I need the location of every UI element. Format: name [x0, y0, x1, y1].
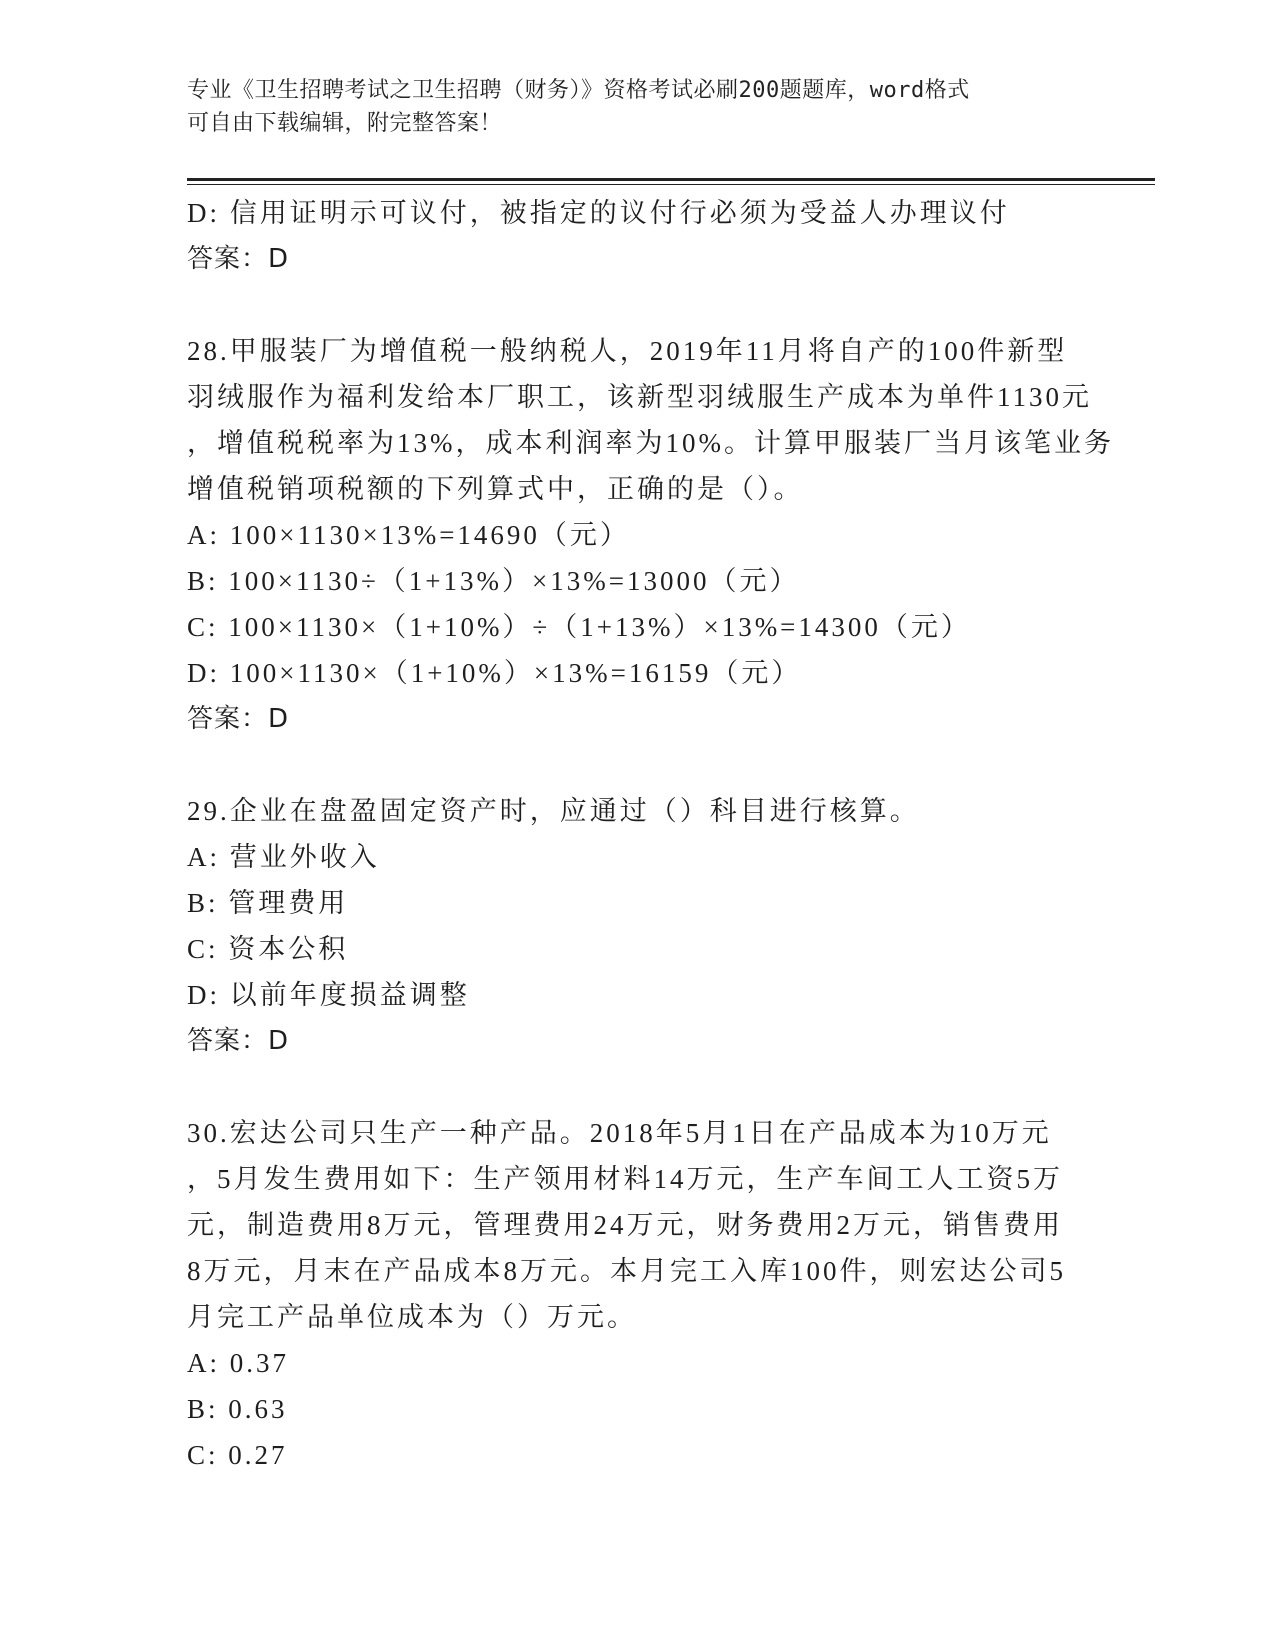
spacer [187, 1064, 1087, 1110]
question-30 [187, 1110, 1087, 1478]
answer-line: 答案：D [187, 244, 290, 274]
question-stem-line: 29.企业在盘盈固定资产时，应通过（）科目进行核算。 [187, 796, 920, 826]
question-stem-line: ，增值税税率为13%，成本利润率为10%。计算甲服装厂当月该笔业务 [187, 428, 1114, 458]
option-d: D: 100×1130×（1+10%）×13%=16159（元） [187, 658, 802, 688]
answer-line: 答案：D [187, 1026, 290, 1056]
spacer [187, 742, 1087, 788]
question-stem-line: 增值税销项税额的下列算式中，正确的是（）。 [187, 474, 804, 504]
header-title-line-2: 可自由下载编辑，附完整答案！ [187, 111, 503, 136]
answer-line: 答案：D [187, 704, 290, 734]
question-stem-line: 30.宏达公司只生产一种产品。2018年5月1日在产品成本为10万元 [187, 1118, 1052, 1148]
option-b: B: 管理费用 [187, 888, 349, 918]
question-stem-line: ，5月发生费用如下：生产领用材料14万元，生产车间工人工资5万 [187, 1164, 1063, 1194]
question-stem-line: 元，制造费用8万元，管理费用24万元，财务费用2万元，销售费用 [187, 1210, 1063, 1240]
header-divider [187, 178, 1155, 181]
question-stem-line: 8万元，月末在产品成本8万元。本月完工入库100件，则宏达公司5 [187, 1256, 1066, 1286]
option-c: C: 100×1130×（1+10%）÷（1+13%）×13%=14300（元） [187, 612, 971, 642]
option-c: C: 资本公积 [187, 934, 349, 964]
header-divider-thin [187, 184, 1155, 185]
question-27-tail [187, 190, 1087, 282]
option-b: B: 0.63 [187, 1394, 288, 1424]
option-a: A: 0.37 [187, 1348, 289, 1378]
question-28 [187, 328, 1114, 742]
question-stem-line: 月完工产品单位成本为（）万元。 [187, 1302, 637, 1332]
option-a: A: 100×1130×13%=14690（元） [187, 520, 630, 550]
spacer [187, 282, 1087, 328]
option-a: A: 营业外收入 [187, 842, 380, 872]
page-header [187, 74, 1087, 140]
option-d: D: 信用证明示可议付，被指定的议付行必须为受益人办理议付 [187, 198, 1010, 228]
option-d: D: 以前年度损益调整 [187, 980, 470, 1010]
question-stem-line: 羽绒服作为福利发给本厂职工，该新型羽绒服生产成本为单件1130元 [187, 382, 1092, 412]
header-title-line-1: 专业《卫生招聘考试之卫生招聘（财务）》资格考试必刷200题题库，word格式 [187, 78, 970, 103]
document-body [187, 190, 1114, 1478]
question-29 [187, 788, 1087, 1064]
option-b: B: 100×1130÷（1+13%）×13%=13000（元） [187, 566, 800, 596]
question-stem-line: 28.甲服装厂为增值税一般纳税人，2019年11月将自产的100件新型 [187, 336, 1068, 366]
option-c: C: 0.27 [187, 1440, 288, 1470]
